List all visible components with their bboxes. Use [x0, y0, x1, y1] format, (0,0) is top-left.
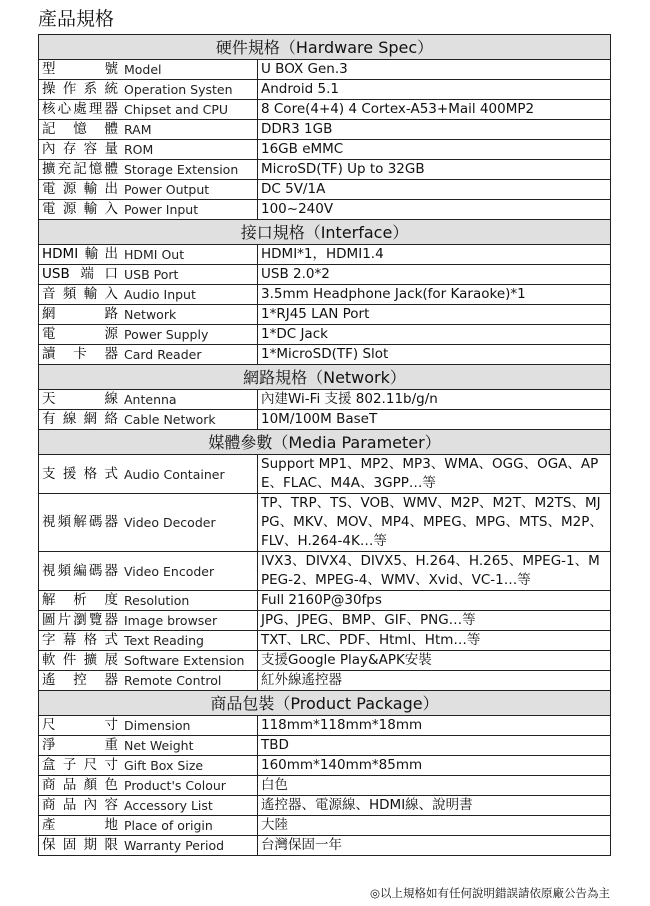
spec-label-cell — [39, 796, 258, 816]
spec-label-cell — [39, 756, 258, 776]
page-title: 產品規格 — [38, 8, 115, 30]
spec-label-zh: 電源輸入 — [42, 201, 118, 217]
spec-label-zh: 擴充記憶體 — [42, 161, 118, 177]
spec-value: 台灣保固一年 — [258, 836, 611, 856]
spec-label-en: Dimension — [124, 718, 191, 733]
spec-value: IVX3、DIVX4、DIVX5、H.264、H.265、MPEG-1、MPEG-2、MPEG-4、WMV、Xvid、VC-1…等 — [258, 552, 611, 591]
spec-label-zh: 電源 — [42, 326, 118, 342]
spec-row — [39, 631, 611, 651]
spec-value: DDR3 1GB — [258, 120, 611, 140]
spec-label-en: Antenna — [124, 392, 177, 407]
spec-label-zh: 操作系統 — [42, 81, 118, 97]
spec-label-en: Warranty Period — [124, 838, 225, 853]
spec-label-en: Model — [124, 62, 162, 77]
spec-label-cell — [39, 410, 258, 430]
spec-label-cell — [39, 651, 258, 671]
spec-label-en: Audio Container — [124, 466, 225, 482]
spec-label-cell — [39, 736, 258, 756]
spec-label-en: Text Reading — [124, 633, 204, 648]
spec-label-cell — [39, 671, 258, 691]
spec-label-cell — [39, 80, 258, 100]
spec-row — [39, 611, 611, 631]
section-title: 硬件規格（Hardware Spec） — [39, 35, 611, 60]
spec-label-zh: 內存容量 — [42, 141, 118, 157]
spec-label-cell — [39, 552, 258, 591]
spec-label-cell — [39, 265, 258, 285]
spec-value: 1*RJ45 LAN Port — [258, 305, 611, 325]
spec-row — [39, 80, 611, 100]
spec-row — [39, 651, 611, 671]
spec-row — [39, 285, 611, 305]
spec-label-zh: 視頻編碼器 — [42, 562, 118, 579]
spec-label-cell — [39, 345, 258, 365]
spec-label-en: Card Reader — [124, 347, 202, 362]
spec-label-zh: 淨重 — [42, 737, 118, 753]
spec-table — [38, 34, 611, 856]
spec-label-en: Software Extension — [124, 653, 245, 668]
spec-label-zh: 商品內容 — [42, 797, 118, 813]
spec-row — [39, 345, 611, 365]
spec-value: MicroSD(TF) Up to 32GB — [258, 160, 611, 180]
spec-label-zh: 有線網絡 — [42, 411, 118, 427]
spec-value: 1*DC Jack — [258, 325, 611, 345]
spec-value: 大陸 — [258, 816, 611, 836]
spec-label-cell — [39, 816, 258, 836]
spec-value: 內建Wi-Fi 支援 802.11b/g/n — [258, 390, 611, 410]
spec-label-cell — [39, 160, 258, 180]
spec-value: 紅外線遙控器 — [258, 671, 611, 691]
spec-value: 遙控器、電源線、HDMI線、說明書 — [258, 796, 611, 816]
spec-label-zh: 音頻輸入 — [42, 286, 118, 302]
spec-row — [39, 591, 611, 611]
spec-label-cell — [39, 180, 258, 200]
spec-value: 16GB eMMC — [258, 140, 611, 160]
spec-label-zh: 記憶體 — [42, 121, 118, 137]
spec-value: DC 5V/1A — [258, 180, 611, 200]
spec-label-cell — [39, 120, 258, 140]
spec-label-zh: 解析度 — [42, 592, 118, 608]
spec-label-cell — [39, 631, 258, 651]
spec-row — [39, 552, 611, 591]
spec-value: 白色 — [258, 776, 611, 796]
spec-label-zh: 網路 — [42, 306, 118, 322]
spec-label-cell — [39, 325, 258, 345]
spec-label-zh: 字幕格式 — [42, 632, 118, 648]
spec-value: U BOX Gen.3 — [258, 60, 611, 80]
spec-label-zh: USB端口 — [42, 266, 118, 282]
spec-row — [39, 265, 611, 285]
spec-label-en: RAM — [124, 122, 152, 137]
spec-label-cell — [39, 140, 258, 160]
spec-label-en: Place of origin — [124, 818, 213, 833]
spec-label-cell — [39, 305, 258, 325]
section-header — [39, 430, 611, 455]
spec-label-zh: 盒子尺寸 — [42, 757, 118, 773]
spec-label-zh: 支援格式 — [42, 465, 118, 482]
spec-label-en: Net Weight — [124, 738, 194, 753]
spec-value: TBD — [258, 736, 611, 756]
spec-row — [39, 100, 611, 120]
spec-label-cell — [39, 591, 258, 611]
spec-label-zh: 遙控器 — [42, 672, 118, 688]
spec-label-en: Operation Systen — [124, 82, 233, 97]
spec-value: 支援Google Play&APK安裝 — [258, 651, 611, 671]
spec-label-zh: 尺寸 — [42, 717, 118, 733]
spec-value: USB 2.0*2 — [258, 265, 611, 285]
spec-label-en: Power Input — [124, 202, 199, 217]
spec-row — [39, 716, 611, 736]
spec-label-en: Accessory List — [124, 798, 213, 813]
spec-label-zh: 型號 — [42, 61, 118, 77]
spec-label-cell — [39, 716, 258, 736]
section-header — [39, 691, 611, 716]
spec-value: 160mm*140mm*85mm — [258, 756, 611, 776]
spec-label-en: Image browser — [124, 613, 218, 628]
spec-value: 8 Core(4+4) 4 Cortex-A53+Mail 400MP2 — [258, 100, 611, 120]
spec-label-zh: 電源輸出 — [42, 181, 118, 197]
spec-value: 1*MicroSD(TF) Slot — [258, 345, 611, 365]
spec-label-en: ROM — [124, 142, 154, 157]
spec-label-en: Product's Colour — [124, 778, 226, 793]
spec-label-zh: 商品顏色 — [42, 777, 118, 793]
spec-label-en: USB Port — [124, 267, 179, 282]
spec-label-zh: 核心處理器 — [42, 101, 118, 117]
spec-row — [39, 160, 611, 180]
spec-row — [39, 180, 611, 200]
spec-row — [39, 325, 611, 345]
spec-label-en: Video Decoder — [124, 515, 216, 530]
spec-row — [39, 816, 611, 836]
spec-row — [39, 200, 611, 220]
section-title: 商品包裝（Product Package） — [39, 691, 611, 716]
spec-label-zh: 讀卡器 — [42, 346, 118, 362]
spec-label-cell — [39, 390, 258, 410]
section-title: 接口規格（Interface） — [39, 220, 611, 245]
spec-row — [39, 671, 611, 691]
spec-label-zh: 產地 — [42, 817, 118, 833]
spec-value: 10M/100M BaseT — [258, 410, 611, 430]
spec-row — [39, 736, 611, 756]
spec-label-cell — [39, 455, 258, 494]
spec-label-en: Power Output — [124, 182, 210, 197]
spec-label-cell — [39, 60, 258, 80]
spec-value: TXT、LRC、PDF、Html、Htm…等 — [258, 631, 611, 651]
spec-label-en: Remote Control — [124, 673, 222, 688]
spec-label-zh: 圖片瀏覽器 — [42, 612, 118, 628]
spec-row — [39, 305, 611, 325]
spec-label-en: HDMI Out — [124, 247, 185, 262]
spec-row — [39, 776, 611, 796]
spec-label-en: Gift Box Size — [124, 758, 204, 773]
spec-label-en: Resolution — [124, 593, 190, 608]
spec-value: JPG、JPEG、BMP、GIF、PNG…等 — [258, 611, 611, 631]
spec-label-cell — [39, 200, 258, 220]
spec-value: TP、TRP、TS、VOB、WMV、M2P、M2T、M2TS、MJPG、MKV、MOV、MP4、MPEG、MPG、MTS、M2P、FLV、H.264-4K…等 — [258, 494, 611, 552]
spec-row — [39, 140, 611, 160]
spec-row — [39, 60, 611, 80]
spec-label-en: Video Encoder — [124, 563, 215, 579]
section-title: 網路規格（Network） — [39, 365, 611, 390]
spec-value: Support MP1、MP2、MP3、WMA、OGG、OGA、APE、FLAC、M4A、3GPP…等 — [258, 455, 611, 494]
spec-label-cell — [39, 100, 258, 120]
spec-value: Full 2160P@30fps — [258, 591, 611, 611]
spec-label-cell — [39, 285, 258, 305]
spec-label-zh: 天線 — [42, 391, 118, 407]
spec-row — [39, 455, 611, 494]
spec-row — [39, 796, 611, 816]
spec-label-en: Cable Network — [124, 412, 216, 427]
spec-row — [39, 390, 611, 410]
spec-value: Android 5.1 — [258, 80, 611, 100]
spec-label-en: Storage Extension — [124, 162, 239, 177]
spec-value: 118mm*118mm*18mm — [258, 716, 611, 736]
spec-row — [39, 120, 611, 140]
spec-value: HDMI*1，HDMI1.4 — [258, 245, 611, 265]
spec-label-cell — [39, 494, 258, 552]
spec-label-zh: HDMI輸出 — [42, 246, 118, 262]
spec-row — [39, 756, 611, 776]
spec-row — [39, 410, 611, 430]
spec-value: 3.5mm Headphone Jack(for Karaoke)*1 — [258, 285, 611, 305]
spec-label-cell — [39, 245, 258, 265]
spec-label-en: Network — [124, 307, 177, 322]
section-header — [39, 220, 611, 245]
spec-label-zh: 視頻解碼器 — [42, 514, 118, 530]
spec-row — [39, 836, 611, 856]
section-title: 媒體參數（Media Parameter） — [39, 430, 611, 455]
section-header — [39, 365, 611, 390]
spec-label-en: Chipset and CPU — [124, 102, 229, 117]
spec-label-en: Power Supply — [124, 327, 209, 342]
spec-label-zh: 軟件擴展 — [42, 652, 118, 668]
spec-row — [39, 245, 611, 265]
spec-label-zh: 保固期限 — [42, 837, 118, 853]
spec-label-en: Audio Input — [124, 287, 196, 302]
spec-row — [39, 494, 611, 552]
spec-label-cell — [39, 776, 258, 796]
spec-label-cell — [39, 836, 258, 856]
spec-value: 100~240V — [258, 200, 611, 220]
section-header — [39, 35, 611, 60]
spec-label-cell — [39, 611, 258, 631]
footer-note: ◎以上規格如有任何說明錯誤請依原廠公告為主 — [369, 886, 610, 900]
